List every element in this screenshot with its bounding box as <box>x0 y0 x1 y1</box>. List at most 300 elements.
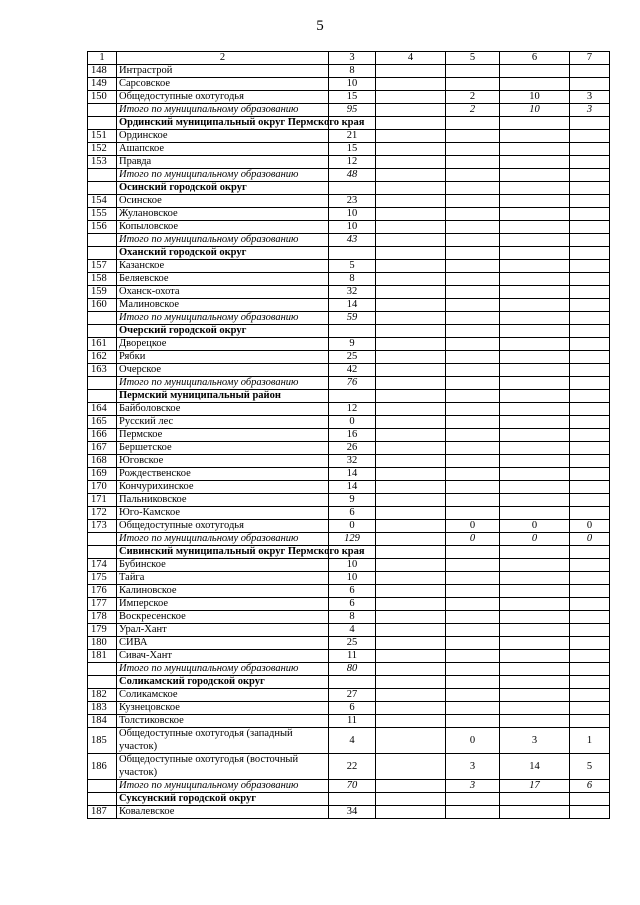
value-cell <box>329 676 376 689</box>
hunting-ground-name: Общедоступные охотугодья (восточный участок) <box>117 754 329 780</box>
total-row <box>88 780 610 793</box>
value-cell: 9 <box>329 494 376 507</box>
table-row <box>88 585 610 598</box>
hunting-ground-name: Соликамское <box>117 689 329 702</box>
value-cell <box>570 351 610 364</box>
row-number-cell <box>88 377 117 390</box>
value-cell <box>570 455 610 468</box>
value-cell <box>500 169 570 182</box>
table-row <box>88 572 610 585</box>
value-cell <box>446 468 500 481</box>
hunting-ground-name: Общедоступные охотугодья <box>117 520 329 533</box>
table-row <box>88 468 610 481</box>
row-number-cell: 160 <box>88 299 117 312</box>
table-row <box>88 143 610 156</box>
value-cell <box>376 455 446 468</box>
value-cell: 80 <box>329 663 376 676</box>
value-cell <box>376 663 446 676</box>
value-cell: 10 <box>329 572 376 585</box>
value-cell <box>500 221 570 234</box>
total-label: Итого по муниципальному образованию <box>117 780 329 793</box>
value-cell <box>329 793 376 806</box>
value-cell: 14 <box>329 299 376 312</box>
value-cell: 23 <box>329 195 376 208</box>
value-cell <box>570 793 610 806</box>
value-cell: 14 <box>500 754 570 780</box>
row-number-cell: 156 <box>88 221 117 234</box>
row-number-cell <box>88 104 117 117</box>
hunting-ground-name: СИВА <box>117 637 329 650</box>
value-cell <box>376 273 446 286</box>
value-cell <box>570 221 610 234</box>
row-number-cell: 148 <box>88 65 117 78</box>
row-number-cell: 170 <box>88 481 117 494</box>
value-cell <box>570 481 610 494</box>
value-cell: 3 <box>500 728 570 754</box>
value-cell <box>446 143 500 156</box>
value-cell <box>500 143 570 156</box>
value-cell <box>570 559 610 572</box>
hunting-ground-name: Общедоступные охотугодья <box>117 91 329 104</box>
value-cell <box>376 286 446 299</box>
value-cell: 8 <box>329 611 376 624</box>
hunting-ground-name: Сарсовское <box>117 78 329 91</box>
value-cell: 6 <box>329 585 376 598</box>
value-cell: 0 <box>329 416 376 429</box>
value-cell <box>446 676 500 689</box>
value-cell <box>500 676 570 689</box>
value-cell: 4 <box>329 624 376 637</box>
value-cell: 27 <box>329 689 376 702</box>
value-cell <box>570 507 610 520</box>
value-cell <box>376 572 446 585</box>
value-cell <box>376 780 446 793</box>
value-cell <box>570 65 610 78</box>
value-cell <box>500 429 570 442</box>
section-header-row <box>88 546 610 559</box>
row-number-cell: 149 <box>88 78 117 91</box>
value-cell <box>570 494 610 507</box>
value-cell <box>446 156 500 169</box>
table-row <box>88 364 610 377</box>
value-cell <box>329 247 376 260</box>
total-row <box>88 104 610 117</box>
value-cell <box>500 702 570 715</box>
value-cell: 70 <box>329 780 376 793</box>
table-row <box>88 481 610 494</box>
row-number-cell: 179 <box>88 624 117 637</box>
value-cell <box>376 299 446 312</box>
value-cell <box>500 286 570 299</box>
hunting-ground-name: Калиновское <box>117 585 329 598</box>
value-cell <box>570 689 610 702</box>
section-header-row <box>88 793 610 806</box>
value-cell <box>376 403 446 416</box>
value-cell: 48 <box>329 169 376 182</box>
value-cell <box>376 637 446 650</box>
value-cell <box>376 325 446 338</box>
value-cell <box>446 195 500 208</box>
value-cell <box>500 117 570 130</box>
value-cell <box>570 637 610 650</box>
value-cell: 3 <box>570 104 610 117</box>
value-cell <box>446 689 500 702</box>
value-cell <box>376 650 446 663</box>
hunting-ground-name: Пермское <box>117 429 329 442</box>
row-number-cell: 163 <box>88 364 117 377</box>
value-cell <box>570 572 610 585</box>
value-cell <box>500 403 570 416</box>
value-cell <box>376 156 446 169</box>
section-title: Очерский городской округ <box>117 325 329 338</box>
value-cell: 12 <box>329 403 376 416</box>
value-cell: 9 <box>329 338 376 351</box>
hunting-ground-name: Русский лес <box>117 416 329 429</box>
section-header-row <box>88 676 610 689</box>
value-cell <box>500 325 570 338</box>
column-header: 5 <box>446 52 500 65</box>
value-cell <box>500 793 570 806</box>
row-number-cell: 169 <box>88 468 117 481</box>
value-cell <box>570 702 610 715</box>
value-cell: 0 <box>446 520 500 533</box>
value-cell <box>446 260 500 273</box>
value-cell <box>376 143 446 156</box>
value-cell: 11 <box>329 715 376 728</box>
table-row <box>88 598 610 611</box>
value-cell: 0 <box>329 520 376 533</box>
value-cell: 6 <box>329 507 376 520</box>
hunting-ground-name: Интрастрой <box>117 65 329 78</box>
total-row <box>88 377 610 390</box>
value-cell <box>376 78 446 91</box>
row-number-cell: 164 <box>88 403 117 416</box>
value-cell: 12 <box>329 156 376 169</box>
value-cell <box>500 806 570 819</box>
value-cell <box>376 91 446 104</box>
total-label: Итого по муниципальному образованию <box>117 169 329 182</box>
value-cell <box>570 234 610 247</box>
section-header-row <box>88 325 610 338</box>
value-cell <box>376 221 446 234</box>
table-row <box>88 273 610 286</box>
value-cell <box>500 208 570 221</box>
column-header: 7 <box>570 52 610 65</box>
hunting-ground-name: Малиновское <box>117 299 329 312</box>
hunting-ground-name: Ашапское <box>117 143 329 156</box>
value-cell <box>570 585 610 598</box>
value-cell <box>500 299 570 312</box>
value-cell <box>570 299 610 312</box>
row-number-cell <box>88 182 117 195</box>
section-title: Осинский городской округ <box>117 182 329 195</box>
value-cell <box>446 546 500 559</box>
value-cell <box>570 663 610 676</box>
value-cell <box>376 416 446 429</box>
row-number-cell: 161 <box>88 338 117 351</box>
value-cell: 43 <box>329 234 376 247</box>
table-row <box>88 715 610 728</box>
value-cell <box>570 364 610 377</box>
value-cell <box>570 78 610 91</box>
total-row <box>88 312 610 325</box>
value-cell <box>570 208 610 221</box>
value-cell <box>570 182 610 195</box>
value-cell: 0 <box>446 533 500 546</box>
value-cell <box>446 364 500 377</box>
value-cell: 6 <box>570 780 610 793</box>
value-cell <box>376 65 446 78</box>
value-cell: 32 <box>329 455 376 468</box>
value-cell <box>570 195 610 208</box>
value-cell: 5 <box>329 260 376 273</box>
value-cell <box>446 247 500 260</box>
value-cell <box>376 429 446 442</box>
value-cell: 10 <box>329 559 376 572</box>
value-cell <box>570 624 610 637</box>
row-number-cell: 187 <box>88 806 117 819</box>
table-row <box>88 728 610 754</box>
value-cell <box>570 156 610 169</box>
hunting-ground-name: Жулановское <box>117 208 329 221</box>
value-cell <box>376 715 446 728</box>
row-number-cell: 180 <box>88 637 117 650</box>
value-cell <box>500 377 570 390</box>
value-cell <box>570 117 610 130</box>
row-number-cell: 154 <box>88 195 117 208</box>
hunting-ground-name: Кончурихинское <box>117 481 329 494</box>
hunting-ground-name: Общедоступные охотугодья (западный участок) <box>117 728 329 754</box>
table-row <box>88 624 610 637</box>
value-cell <box>376 702 446 715</box>
value-cell <box>500 416 570 429</box>
row-number-cell: 168 <box>88 455 117 468</box>
value-cell: 32 <box>329 286 376 299</box>
value-cell <box>376 481 446 494</box>
value-cell: 0 <box>570 520 610 533</box>
section-title: Суксунский городской округ <box>117 793 329 806</box>
table-row <box>88 455 610 468</box>
value-cell <box>376 533 446 546</box>
value-cell: 2 <box>446 91 500 104</box>
value-cell <box>446 377 500 390</box>
value-cell: 6 <box>329 598 376 611</box>
value-cell <box>446 455 500 468</box>
table-row <box>88 507 610 520</box>
value-cell <box>500 572 570 585</box>
value-cell <box>376 728 446 754</box>
value-cell <box>500 195 570 208</box>
value-cell: 59 <box>329 312 376 325</box>
value-cell <box>376 390 446 403</box>
value-cell <box>446 338 500 351</box>
value-cell <box>446 299 500 312</box>
value-cell: 129 <box>329 533 376 546</box>
value-cell <box>376 676 446 689</box>
hunting-ground-name: Рождественское <box>117 468 329 481</box>
value-cell: 10 <box>500 91 570 104</box>
value-cell <box>376 130 446 143</box>
value-cell <box>500 65 570 78</box>
table-row <box>88 65 610 78</box>
table-row <box>88 637 610 650</box>
value-cell: 0 <box>500 520 570 533</box>
table-row <box>88 754 610 780</box>
row-number-cell <box>88 325 117 338</box>
table-row <box>88 403 610 416</box>
value-cell <box>500 637 570 650</box>
hunting-ground-name: Бершетское <box>117 442 329 455</box>
value-cell <box>329 325 376 338</box>
row-number-cell <box>88 780 117 793</box>
value-cell <box>446 494 500 507</box>
value-cell: 10 <box>329 208 376 221</box>
value-cell <box>376 624 446 637</box>
hunting-ground-name: Копыловское <box>117 221 329 234</box>
value-cell <box>500 663 570 676</box>
value-cell <box>446 78 500 91</box>
value-cell <box>376 585 446 598</box>
value-cell <box>570 442 610 455</box>
value-cell <box>376 507 446 520</box>
row-number-cell: 166 <box>88 429 117 442</box>
row-number-cell <box>88 676 117 689</box>
value-cell <box>500 442 570 455</box>
value-cell <box>446 715 500 728</box>
value-cell <box>500 351 570 364</box>
row-number-cell <box>88 312 117 325</box>
column-header: 6 <box>500 52 570 65</box>
row-number-cell <box>88 234 117 247</box>
value-cell <box>500 78 570 91</box>
row-number-cell: 182 <box>88 689 117 702</box>
value-cell: 25 <box>329 351 376 364</box>
value-cell <box>446 611 500 624</box>
value-cell <box>446 416 500 429</box>
value-cell <box>446 169 500 182</box>
value-cell <box>500 507 570 520</box>
value-cell <box>376 312 446 325</box>
column-header: 2 <box>117 52 329 65</box>
value-cell <box>500 312 570 325</box>
value-cell <box>446 65 500 78</box>
value-cell <box>446 234 500 247</box>
row-number-cell: 152 <box>88 143 117 156</box>
total-label: Итого по муниципальному образованию <box>117 533 329 546</box>
value-cell <box>446 403 500 416</box>
value-cell <box>376 169 446 182</box>
value-cell <box>570 312 610 325</box>
value-cell <box>376 442 446 455</box>
hunting-ground-name: Толстиковское <box>117 715 329 728</box>
value-cell <box>376 494 446 507</box>
row-number-cell: 178 <box>88 611 117 624</box>
value-cell <box>446 663 500 676</box>
value-cell <box>446 130 500 143</box>
value-cell <box>570 468 610 481</box>
table-row <box>88 806 610 819</box>
hunting-ground-name: Юговское <box>117 455 329 468</box>
value-cell <box>446 481 500 494</box>
hunting-ground-name: Воскресенское <box>117 611 329 624</box>
hunting-ground-name: Оханск-охота <box>117 286 329 299</box>
value-cell <box>500 455 570 468</box>
value-cell: 34 <box>329 806 376 819</box>
row-number-cell: 162 <box>88 351 117 364</box>
value-cell: 4 <box>329 728 376 754</box>
hunting-ground-name: Сивач-Хант <box>117 650 329 663</box>
section-title: Пермский муниципальный район <box>117 390 329 403</box>
row-number-cell: 165 <box>88 416 117 429</box>
value-cell <box>500 559 570 572</box>
value-cell <box>570 715 610 728</box>
hunting-ground-name: Дворецкое <box>117 338 329 351</box>
table-row <box>88 208 610 221</box>
value-cell: 0 <box>570 533 610 546</box>
value-cell <box>570 169 610 182</box>
section-header-row <box>88 182 610 195</box>
value-cell: 0 <box>446 728 500 754</box>
value-cell <box>376 338 446 351</box>
table-row <box>88 195 610 208</box>
value-cell <box>570 247 610 260</box>
value-cell <box>500 234 570 247</box>
value-cell <box>500 689 570 702</box>
table-row <box>88 494 610 507</box>
table-row <box>88 260 610 273</box>
value-cell <box>376 559 446 572</box>
table-row <box>88 351 610 364</box>
section-header-row <box>88 390 610 403</box>
row-number-cell <box>88 117 117 130</box>
value-cell <box>446 507 500 520</box>
value-cell <box>446 702 500 715</box>
value-cell <box>500 156 570 169</box>
total-label: Итого по муниципальному образованию <box>117 312 329 325</box>
table-header-row <box>88 52 610 65</box>
value-cell <box>446 351 500 364</box>
value-cell <box>500 624 570 637</box>
value-cell <box>570 130 610 143</box>
value-cell: 10 <box>329 221 376 234</box>
value-cell: 2 <box>446 104 500 117</box>
row-number-cell <box>88 793 117 806</box>
value-cell <box>570 416 610 429</box>
value-cell: 3 <box>446 754 500 780</box>
value-cell <box>446 208 500 221</box>
value-cell <box>570 325 610 338</box>
hunting-ground-name: Бубинское <box>117 559 329 572</box>
value-cell <box>376 689 446 702</box>
hunting-ground-name: Байболовское <box>117 403 329 416</box>
row-number-cell: 157 <box>88 260 117 273</box>
hunting-ground-name: Ординское <box>117 130 329 143</box>
value-cell <box>376 611 446 624</box>
hunting-ground-name: Ковалевское <box>117 806 329 819</box>
value-cell <box>446 390 500 403</box>
row-number-cell <box>88 390 117 403</box>
row-number-cell: 183 <box>88 702 117 715</box>
row-number-cell <box>88 533 117 546</box>
table-row <box>88 130 610 143</box>
value-cell <box>376 468 446 481</box>
value-cell <box>570 403 610 416</box>
row-number-cell: 171 <box>88 494 117 507</box>
total-label: Итого по муниципальному образованию <box>117 663 329 676</box>
value-cell <box>500 260 570 273</box>
value-cell <box>376 546 446 559</box>
value-cell: 16 <box>329 429 376 442</box>
